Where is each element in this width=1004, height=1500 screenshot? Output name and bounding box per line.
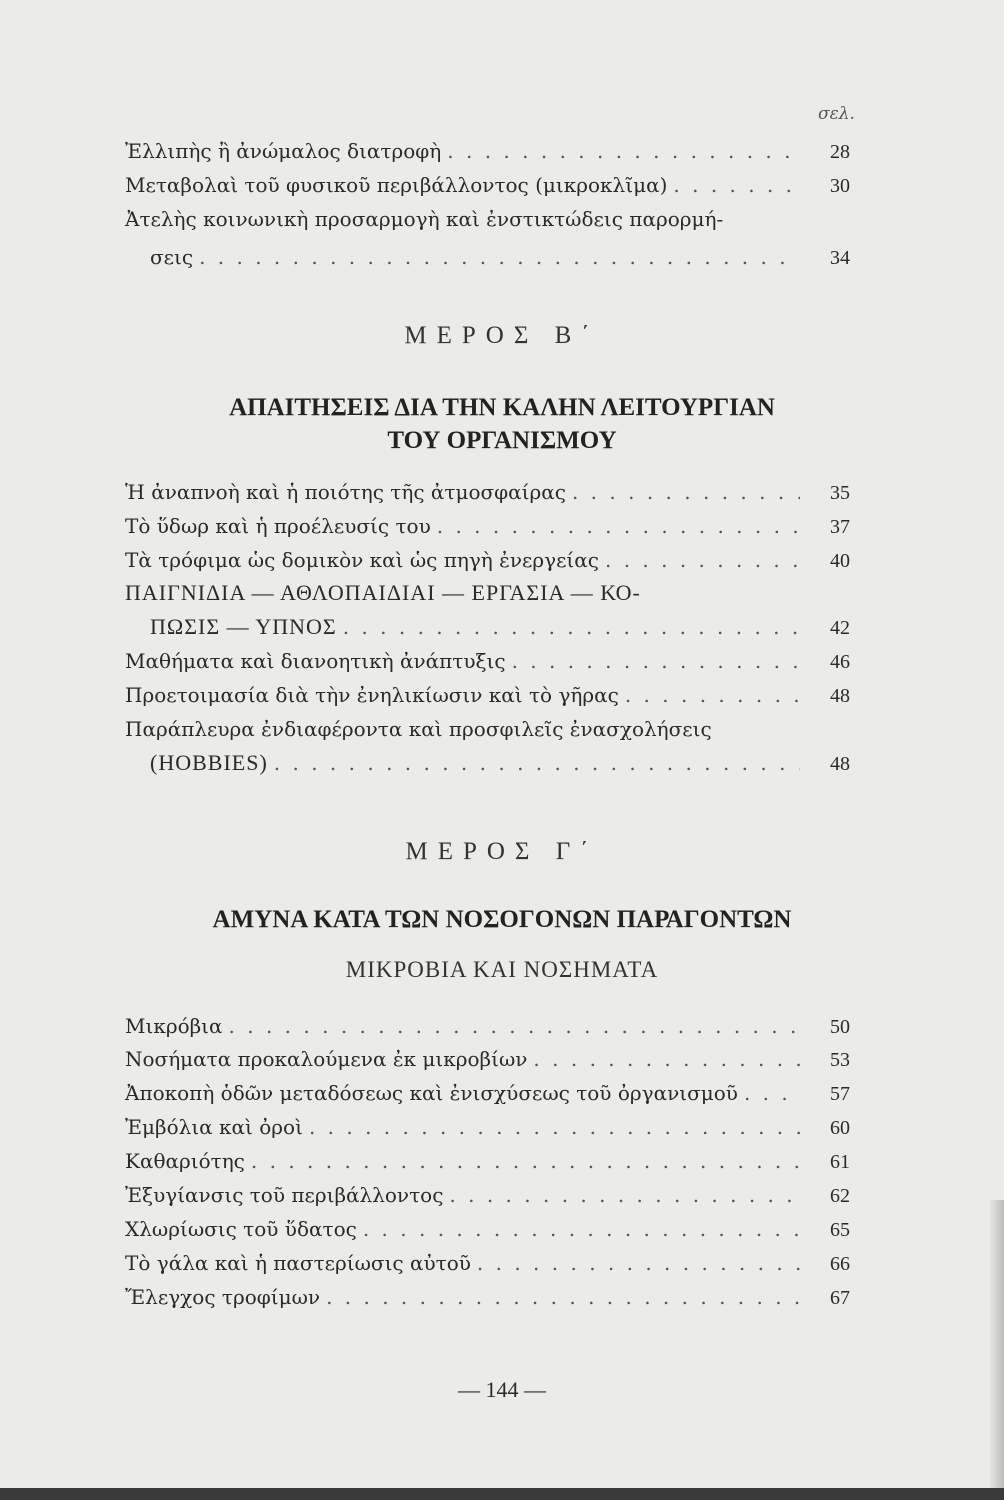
toc-entry-title: Τὰ τρόφιμα ὡς δομικὸν καὶ ὡς πηγὴ ἐνεργείας (125, 548, 599, 572)
part-b-section-title: ΑΠΑΙΤΗΣΕΙΣ ΔΙΑ ΤΗΝ ΚΑΛΗΝ ΛΕΙΤΟΥΡΓΙΑΝ (229, 394, 775, 421)
leader-dots (625, 682, 800, 708)
toc-entry-title: Ἔλεγχος τροφίμων (125, 1285, 321, 1309)
leader-dots (572, 479, 800, 505)
toc-entry-title: Προετοιμασία διὰ τὴν ἐνηλικίωσιν καὶ τὸ γῆρας (125, 683, 619, 707)
page-number: — 144 — (458, 1377, 546, 1402)
toc-entry-title: ΠΑΙΓΝΙΔΙΑ — ΑΘΛΟΠΑΙΔΙΑΙ — ΕΡΓΑΣΙΑ — ΚΟ- (125, 580, 641, 605)
toc-entry-page: 34 (830, 247, 850, 269)
leader-dots (363, 1216, 800, 1242)
toc-entry-title: Ἐξυγίανσις τοῦ περιβάλλοντος (125, 1183, 444, 1207)
toc-entry (125, 172, 850, 199)
toc-entry-title: Ἀποκοπὴ ὁδῶν μεταδόσεως καὶ ἐνισχύσεως τοῦ ὀργανισμοῦ (125, 1081, 738, 1105)
part-b-section-title-line2: ΤΟΥ ΟΡΓΑΝΙΣΜΟΥ (387, 427, 617, 454)
toc-entry-title: Μαθήματα καὶ διανοητικὴ ἀνάπτυξις (125, 649, 506, 673)
toc-entry (125, 682, 850, 709)
toc-entry-page: 62 (830, 1185, 850, 1207)
scan-bottom-edge (0, 1488, 1004, 1500)
part-c-section-title: ΑΜΥΝΑ ΚΑΤΑ ΤΩΝ ΝΟΣΟΓΟΝΩΝ ΠΑΡΑΓΟΝΤΩΝ (212, 906, 792, 933)
part-c-subsection-title: ΜΙΚΡΟΒΙΑ ΚΑΙ ΝΟΣΗΜΑΤΑ (345, 957, 659, 982)
toc-entry-page: 37 (830, 516, 850, 538)
toc-entry-title: Καθαριότης (125, 1149, 245, 1173)
page-edge-shadow (990, 1200, 1004, 1500)
leader-dots (744, 1080, 800, 1106)
leader-dots (533, 1046, 800, 1072)
leader-dots (274, 750, 800, 776)
toc-entry-title: Ἐλλιπὴς ἢ ἀνώμαλος διατροφὴ (125, 139, 442, 163)
leader-dots (447, 138, 800, 164)
toc-entry (150, 614, 850, 641)
leader-dots (326, 1284, 800, 1310)
toc-entry-page: 48 (830, 685, 850, 707)
leader-dots (605, 547, 800, 573)
toc-entry-page: 40 (830, 550, 850, 572)
leader-dots (229, 1013, 800, 1039)
toc-entry-title: Ἡ ἀναπνοὴ καὶ ἡ ποιότης τῆς ἀτμοσφαίρας (125, 480, 566, 504)
toc-entry-page: 60 (830, 1117, 850, 1139)
toc-entry-title: Μεταβολαὶ τοῦ φυσικοῦ περιβάλλοντος (μικροκλῖμα) (125, 173, 668, 197)
part-c-heading: ΜΕΡΟΣ Γ΄ (405, 838, 599, 865)
toc-entry-title: Ἐμβόλια καὶ ὀροὶ (125, 1115, 303, 1139)
leader-dots (343, 614, 800, 640)
leader-dots (449, 1182, 800, 1208)
leader-dots (309, 1114, 800, 1140)
page-column-label: σελ. (818, 104, 855, 124)
toc-entry (125, 1182, 850, 1209)
toc-entry-title-cont: ΠΩΣΙΣ — ΥΠΝΟΣ (150, 614, 337, 639)
toc-entry-title: Χλωρίωσις τοῦ ὕδατος (125, 1217, 357, 1241)
toc-entry-page: 61 (830, 1151, 850, 1173)
leader-dots (477, 1250, 800, 1276)
toc-entry (125, 138, 850, 165)
toc-entry (125, 1080, 850, 1107)
toc-entry-page: 30 (830, 175, 850, 197)
leader-dots (437, 513, 800, 539)
toc-entry-title-cont: σεις (150, 245, 194, 269)
leader-dots (512, 648, 800, 674)
toc-entry (125, 1250, 850, 1277)
toc-entry-page: 53 (830, 1049, 850, 1071)
toc-entry-page: 65 (830, 1219, 850, 1241)
leader-dots (673, 172, 800, 198)
toc-entry-title: Ἀτελὴς κοινωνικὴ προσαρμογὴ καὶ ἐνστικτώδεις παρορμή- (125, 207, 724, 231)
toc-entry-title: Μικρόβια (125, 1014, 223, 1038)
toc-entry (125, 1216, 850, 1243)
toc-entry (125, 1284, 850, 1311)
toc-entry (125, 479, 850, 506)
toc-entry (125, 1046, 850, 1073)
toc-entry-title: Νοσήματα προκαλούμενα ἐκ μικροβίων (125, 1047, 528, 1071)
toc-entry-title-cont: (HOBBIES) (150, 750, 268, 775)
toc-entry (125, 1013, 850, 1040)
toc-entry-page: 48 (830, 753, 850, 775)
toc-entry-page: 57 (830, 1083, 850, 1105)
toc-entry-page: 28 (830, 141, 850, 163)
toc-entry (125, 513, 850, 540)
toc-entry (125, 1148, 850, 1175)
toc-entry-page: 67 (830, 1287, 850, 1309)
toc-entry (125, 648, 850, 675)
toc-entry-page: 42 (830, 617, 850, 639)
leader-dots (251, 1148, 800, 1174)
toc-entry-page: 66 (830, 1253, 850, 1275)
toc-entry-title: Τὸ γάλα καὶ ἡ παστερίωσις αὐτοῦ (125, 1251, 471, 1275)
toc-entry (125, 1114, 850, 1141)
toc-entry-title: Τὸ ὕδωρ καὶ ἡ προέλευσίς του (125, 514, 431, 538)
toc-entry-page: 35 (830, 482, 850, 504)
toc-entry-page: 46 (830, 651, 850, 673)
toc-entry-page: 50 (830, 1016, 850, 1038)
toc-entry (150, 244, 850, 271)
toc-entry (125, 547, 850, 574)
part-b-heading: ΜΕΡΟΣ Β΄ (404, 322, 600, 349)
toc-entry-title: Παράπλευρα ἐνδιαφέροντα καὶ προσφιλεῖς ἐνασχολήσεις (125, 717, 712, 741)
leader-dots (199, 244, 800, 270)
toc-entry (150, 750, 850, 777)
